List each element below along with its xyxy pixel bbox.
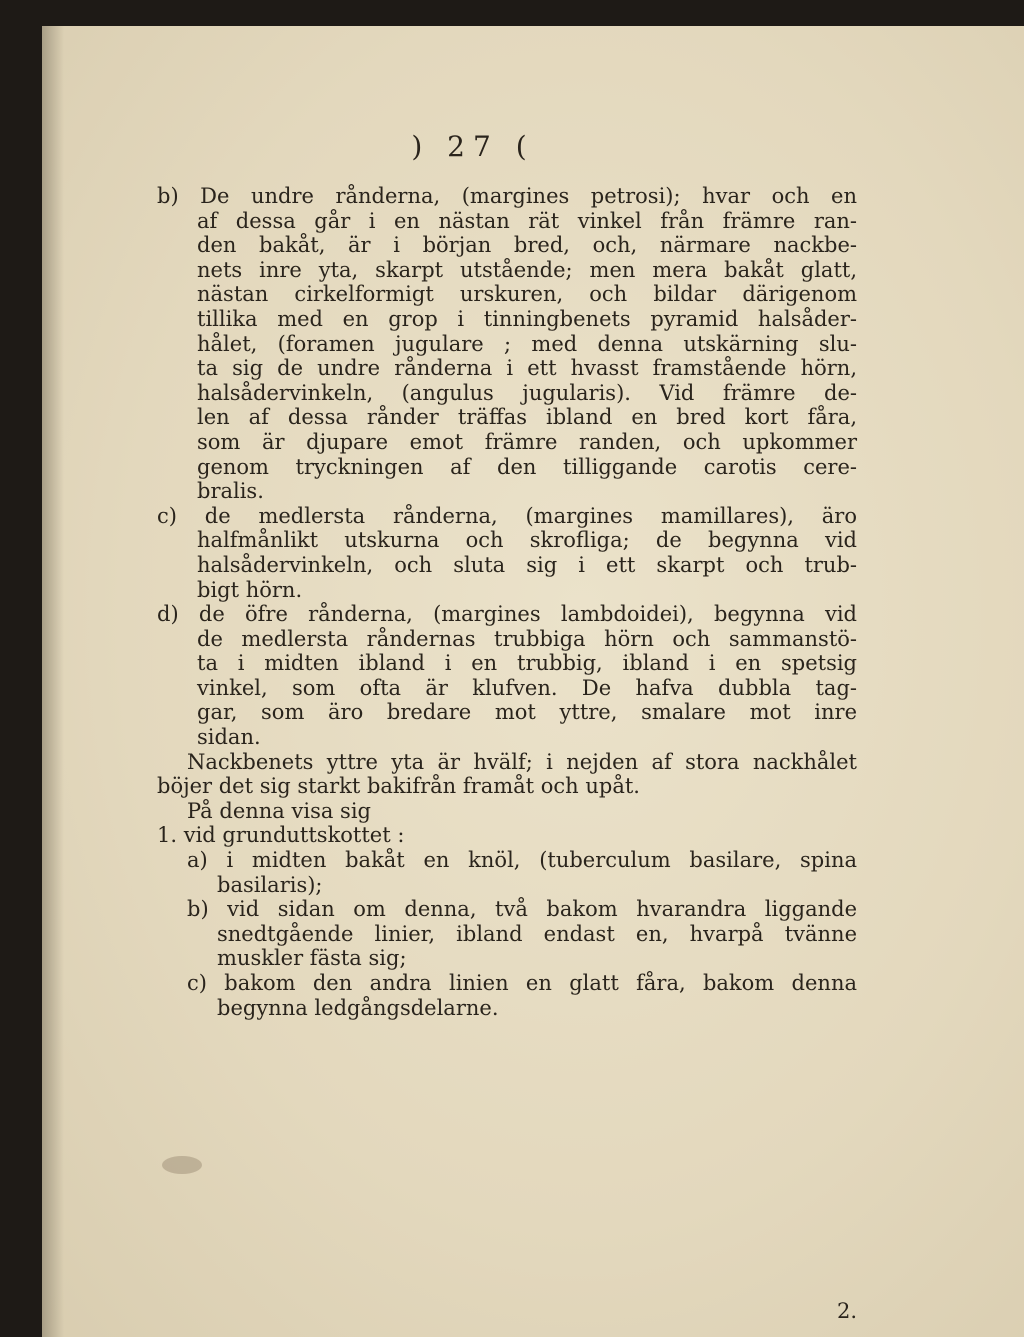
text-line: nästan cirkelformigt urskuren, och bildar därigenom <box>197 282 857 307</box>
text-line: bigt hörn. <box>197 577 303 602</box>
text-line: d) de öfre rånderna, (margines lambdoidei), begynna vid <box>157 602 857 627</box>
text-line: ta sig de undre rånderna i ett hvasst framstående hörn, <box>197 356 857 381</box>
text-line: c) de medlersta rånderna, (margines mamillares), äro <box>157 503 857 528</box>
ink-stain <box>162 1156 202 1174</box>
text-line: Nackbenets yttre yta är hvälf; i nejden af stora nackhålet <box>187 749 857 774</box>
page-number-header: ) 27 ( <box>411 130 535 163</box>
text-line: b) vid sidan om denna, två bakom hvarandra liggande <box>187 897 857 922</box>
text-line: På denna visa sig <box>187 798 371 823</box>
text-line: sidan. <box>197 725 261 750</box>
text-line: snedtgående linier, ibland endast en, hvarpå tvänne <box>217 921 857 946</box>
text-line: halsådervinkeln, och sluta sig i ett skarpt och trub- <box>197 552 857 577</box>
text-line: a) i midten bakåt en knöl, (tuberculum basilare, spina <box>187 848 857 873</box>
text-line: som är djupare emot främre randen, och upkommer <box>197 429 857 454</box>
text-line: begynna ledgångsdelarne. <box>217 995 499 1020</box>
text-line: halsådervinkeln, (angulus jugularis). Vid främre de- <box>197 380 857 405</box>
text-line: tillika med en grop i tinningbenets pyramid halsåder- <box>197 306 857 331</box>
text-line: c) bakom den andra linien en glatt fåra, bakom denna <box>187 971 857 995</box>
text-line: af dessa går i en nästan rät vinkel från främre ran- <box>197 208 857 233</box>
text-line: genom tryckningen af den tilliggande carotis cere- <box>197 454 857 479</box>
text-line: nets inre yta, skarpt utstående; men mera bakåt glatt, <box>197 257 857 282</box>
text-line: b) De undre rånderna, (margines petrosi); hvar och en <box>157 184 857 208</box>
text-line: len af dessa rånder träffas ibland en bred kort fåra, <box>197 405 857 430</box>
text-line: halfmånlikt utskurna och skrofliga; de begynna vid <box>197 528 857 553</box>
text-line: de medlersta råndernas trubbiga hörn och sammanstö- <box>197 626 857 651</box>
text-line: bralis. <box>197 479 264 504</box>
text-line: gar, som äro bredare mot yttre, smalare mot inre <box>197 700 857 725</box>
text-line: vinkel, som ofta är klufven. De hafva dubbla tag- <box>197 675 857 700</box>
text-line: ta i midten ibland i en trubbig, ibland i en spetsig <box>197 651 857 676</box>
text-line: muskler fästa sig; <box>217 946 407 971</box>
text-line: 1. vid grunduttskottet : <box>157 823 405 848</box>
gutter-shadow <box>42 26 64 1337</box>
text-line: den bakåt, är i början bred, och, närmare nackbe- <box>197 233 857 258</box>
catchword: 2. <box>836 1299 857 1323</box>
text-line: hålet, (foramen jugulare ; med denna utskärning slu- <box>197 331 857 356</box>
text-line: basilaris); <box>217 872 323 897</box>
body-text <box>157 184 857 1323</box>
book-page <box>42 26 1024 1337</box>
text-line: böjer det sig starkt bakifrån framåt och upåt. <box>157 774 640 799</box>
